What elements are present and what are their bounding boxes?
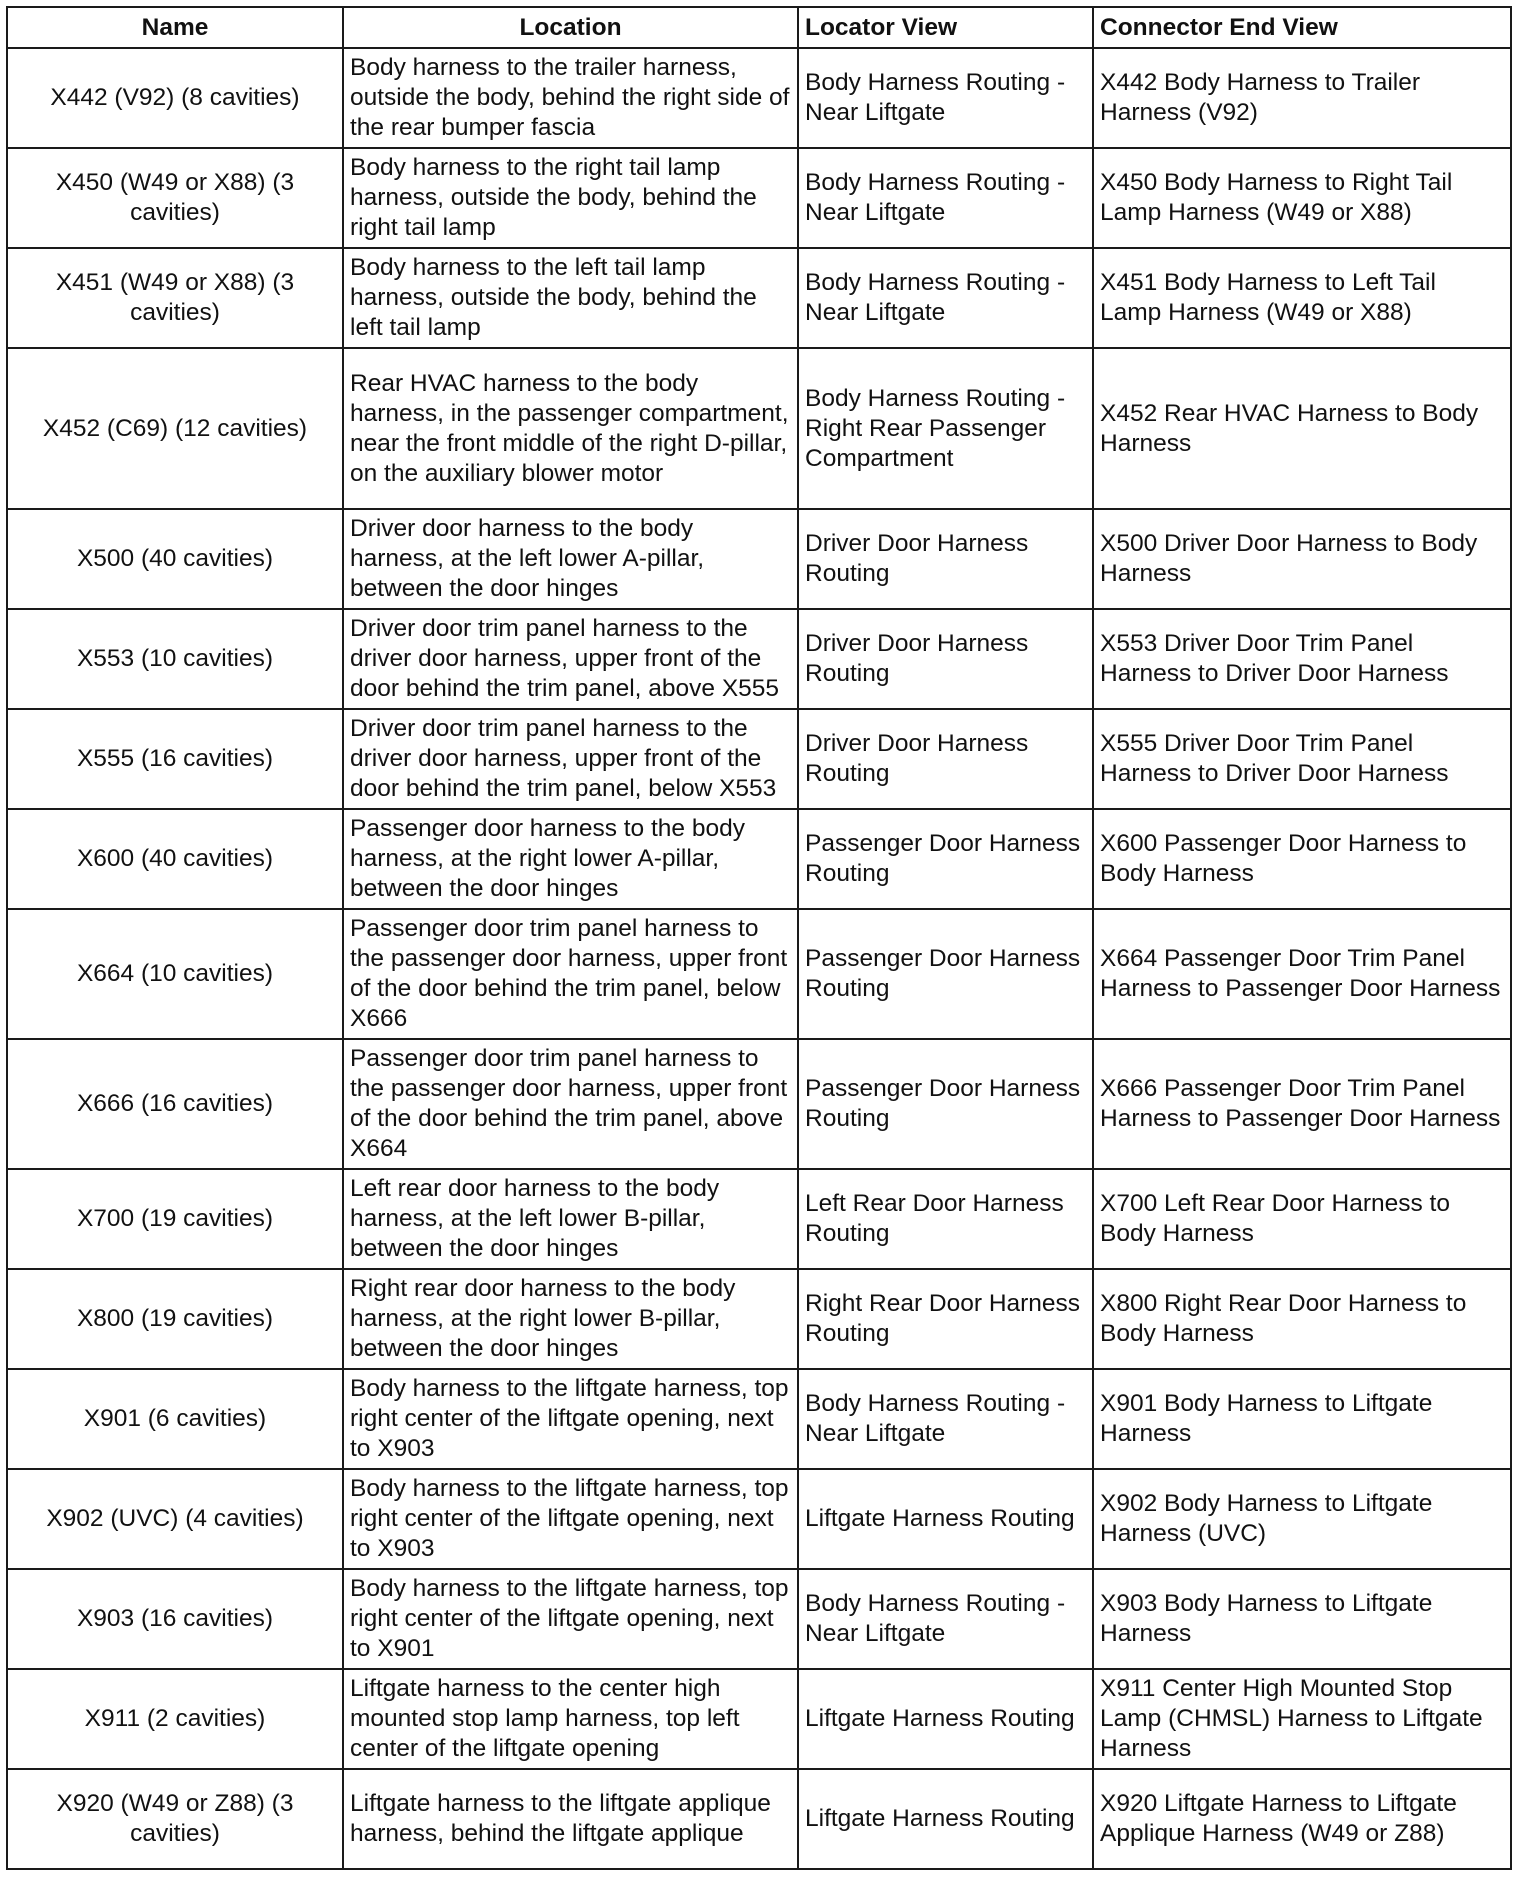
cell-name: X911 (2 cavities)	[7, 1669, 343, 1769]
cell-name: X450 (W49 or X88) (3 cavities)	[7, 148, 343, 248]
cell-locator-view: Liftgate Harness Routing	[798, 1669, 1093, 1769]
cell-name: X800 (19 cavities)	[7, 1269, 343, 1369]
cell-location: Liftgate harness to the liftgate applique harness, behind the liftgate applique	[343, 1769, 798, 1869]
cell-name: X700 (19 cavities)	[7, 1169, 343, 1269]
cell-connector-end-view: X450 Body Harness to Right Tail Lamp Harness (W49 or X88)	[1093, 148, 1511, 248]
cell-location: Left rear door harness to the body harness, at the left lower B-pillar, between the door hinges	[343, 1169, 798, 1269]
cell-locator-view: Body Harness Routing - Near Liftgate	[798, 248, 1093, 348]
header-location: Location	[343, 7, 798, 48]
header-connector-end-view: Connector End View	[1093, 7, 1511, 48]
cell-location: Body harness to the trailer harness, outside the body, behind the right side of the rear bumper fascia	[343, 48, 798, 148]
cell-name: X452 (C69) (12 cavities)	[7, 348, 343, 509]
table-row	[7, 1039, 1511, 1169]
cell-location: Body harness to the liftgate harness, top right center of the liftgate opening, next to X901	[343, 1569, 798, 1669]
table-row	[7, 609, 1511, 709]
cell-name: X600 (40 cavities)	[7, 809, 343, 909]
cell-locator-view: Passenger Door Harness Routing	[798, 809, 1093, 909]
table-row	[7, 48, 1511, 148]
table-row	[7, 1169, 1511, 1269]
table-row	[7, 1669, 1511, 1769]
cell-connector-end-view: X920 Liftgate Harness to Liftgate Applique Harness (W49 or Z88)	[1093, 1769, 1511, 1869]
table-row	[7, 509, 1511, 609]
table-row	[7, 909, 1511, 1039]
cell-location: Driver door trim panel harness to the driver door harness, upper front of the door behind the trim panel, above X555	[343, 609, 798, 709]
table-row	[7, 709, 1511, 809]
cell-locator-view: Body Harness Routing - Near Liftgate	[798, 148, 1093, 248]
cell-connector-end-view: X442 Body Harness to Trailer Harness (V92)	[1093, 48, 1511, 148]
cell-name: X901 (6 cavities)	[7, 1369, 343, 1469]
cell-locator-view: Body Harness Routing - Near Liftgate	[798, 1569, 1093, 1669]
table-row	[7, 248, 1511, 348]
cell-locator-view: Body Harness Routing - Right Rear Passenger Compartment	[798, 348, 1093, 509]
cell-name: X920 (W49 or Z88) (3 cavities)	[7, 1769, 343, 1869]
cell-locator-view: Driver Door Harness Routing	[798, 509, 1093, 609]
cell-location: Body harness to the liftgate harness, top right center of the liftgate opening, next to X903	[343, 1369, 798, 1469]
header-name: Name	[7, 7, 343, 48]
table-row	[7, 1269, 1511, 1369]
cell-locator-view: Body Harness Routing - Near Liftgate	[798, 1369, 1093, 1469]
cell-locator-view: Right Rear Door Harness Routing	[798, 1269, 1093, 1369]
cell-location: Body harness to the liftgate harness, top right center of the liftgate opening, next to X903	[343, 1469, 798, 1569]
cell-name: X666 (16 cavities)	[7, 1039, 343, 1169]
cell-locator-view: Body Harness Routing - Near Liftgate	[798, 48, 1093, 148]
table-row	[7, 1769, 1511, 1869]
cell-connector-end-view: X901 Body Harness to Liftgate Harness	[1093, 1369, 1511, 1469]
cell-name: X903 (16 cavities)	[7, 1569, 343, 1669]
cell-name: X553 (10 cavities)	[7, 609, 343, 709]
cell-connector-end-view: X664 Passenger Door Trim Panel Harness to Passenger Door Harness	[1093, 909, 1511, 1039]
cell-location: Right rear door harness to the body harness, at the right lower B-pillar, between the door hinges	[343, 1269, 798, 1369]
cell-locator-view: Left Rear Door Harness Routing	[798, 1169, 1093, 1269]
table-row	[7, 1369, 1511, 1469]
cell-location: Driver door harness to the body harness, at the left lower A-pillar, between the door hinges	[343, 509, 798, 609]
cell-connector-end-view: X600 Passenger Door Harness to Body Harness	[1093, 809, 1511, 909]
cell-location: Body harness to the left tail lamp harness, outside the body, behind the left tail lamp	[343, 248, 798, 348]
cell-connector-end-view: X903 Body Harness to Liftgate Harness	[1093, 1569, 1511, 1669]
cell-connector-end-view: X500 Driver Door Harness to Body Harness	[1093, 509, 1511, 609]
cell-connector-end-view: X553 Driver Door Trim Panel Harness to Driver Door Harness	[1093, 609, 1511, 709]
cell-name: X664 (10 cavities)	[7, 909, 343, 1039]
header-locator-view: Locator View	[798, 7, 1093, 48]
cell-locator-view: Driver Door Harness Routing	[798, 609, 1093, 709]
cell-locator-view: Passenger Door Harness Routing	[798, 909, 1093, 1039]
cell-connector-end-view: X452 Rear HVAC Harness to Body Harness	[1093, 348, 1511, 509]
cell-connector-end-view: X800 Right Rear Door Harness to Body Harness	[1093, 1269, 1511, 1369]
cell-location: Passenger door trim panel harness to the passenger door harness, upper front of the door behind the trim panel, below X666	[343, 909, 798, 1039]
cell-name: X451 (W49 or X88) (3 cavities)	[7, 248, 343, 348]
cell-locator-view: Liftgate Harness Routing	[798, 1469, 1093, 1569]
cell-location: Passenger door harness to the body harness, at the right lower A-pillar, between the door hinges	[343, 809, 798, 909]
cell-locator-view: Driver Door Harness Routing	[798, 709, 1093, 809]
cell-location: Passenger door trim panel harness to the passenger door harness, upper front of the door behind the trim panel, above X664	[343, 1039, 798, 1169]
cell-name: X555 (16 cavities)	[7, 709, 343, 809]
cell-connector-end-view: X451 Body Harness to Left Tail Lamp Harness (W49 or X88)	[1093, 248, 1511, 348]
table-row	[7, 809, 1511, 909]
cell-location: Driver door trim panel harness to the driver door harness, upper front of the door behind the trim panel, below X553	[343, 709, 798, 809]
table-row	[7, 1569, 1511, 1669]
cell-location: Rear HVAC harness to the body harness, in the passenger compartment, near the front middle of the right D-pillar, on the auxiliary blower motor	[343, 348, 798, 509]
cell-connector-end-view: X700 Left Rear Door Harness to Body Harness	[1093, 1169, 1511, 1269]
cell-locator-view: Liftgate Harness Routing	[798, 1769, 1093, 1869]
cell-name: X442 (V92) (8 cavities)	[7, 48, 343, 148]
cell-locator-view: Passenger Door Harness Routing	[798, 1039, 1093, 1169]
cell-connector-end-view: X666 Passenger Door Trim Panel Harness to Passenger Door Harness	[1093, 1039, 1511, 1169]
cell-name: X902 (UVC) (4 cavities)	[7, 1469, 343, 1569]
cell-connector-end-view: X555 Driver Door Trim Panel Harness to Driver Door Harness	[1093, 709, 1511, 809]
table-row	[7, 1469, 1511, 1569]
connector-table	[6, 6, 1512, 1870]
table-row	[7, 348, 1511, 509]
table-row	[7, 148, 1511, 248]
cell-name: X500 (40 cavities)	[7, 509, 343, 609]
header-row	[7, 7, 1511, 48]
cell-location: Body harness to the right tail lamp harness, outside the body, behind the right tail lamp	[343, 148, 798, 248]
cell-location: Liftgate harness to the center high mounted stop lamp harness, top left center of the liftgate opening	[343, 1669, 798, 1769]
cell-connector-end-view: X911 Center High Mounted Stop Lamp (CHMSL) Harness to Liftgate Harness	[1093, 1669, 1511, 1769]
cell-connector-end-view: X902 Body Harness to Liftgate Harness (UVC)	[1093, 1469, 1511, 1569]
